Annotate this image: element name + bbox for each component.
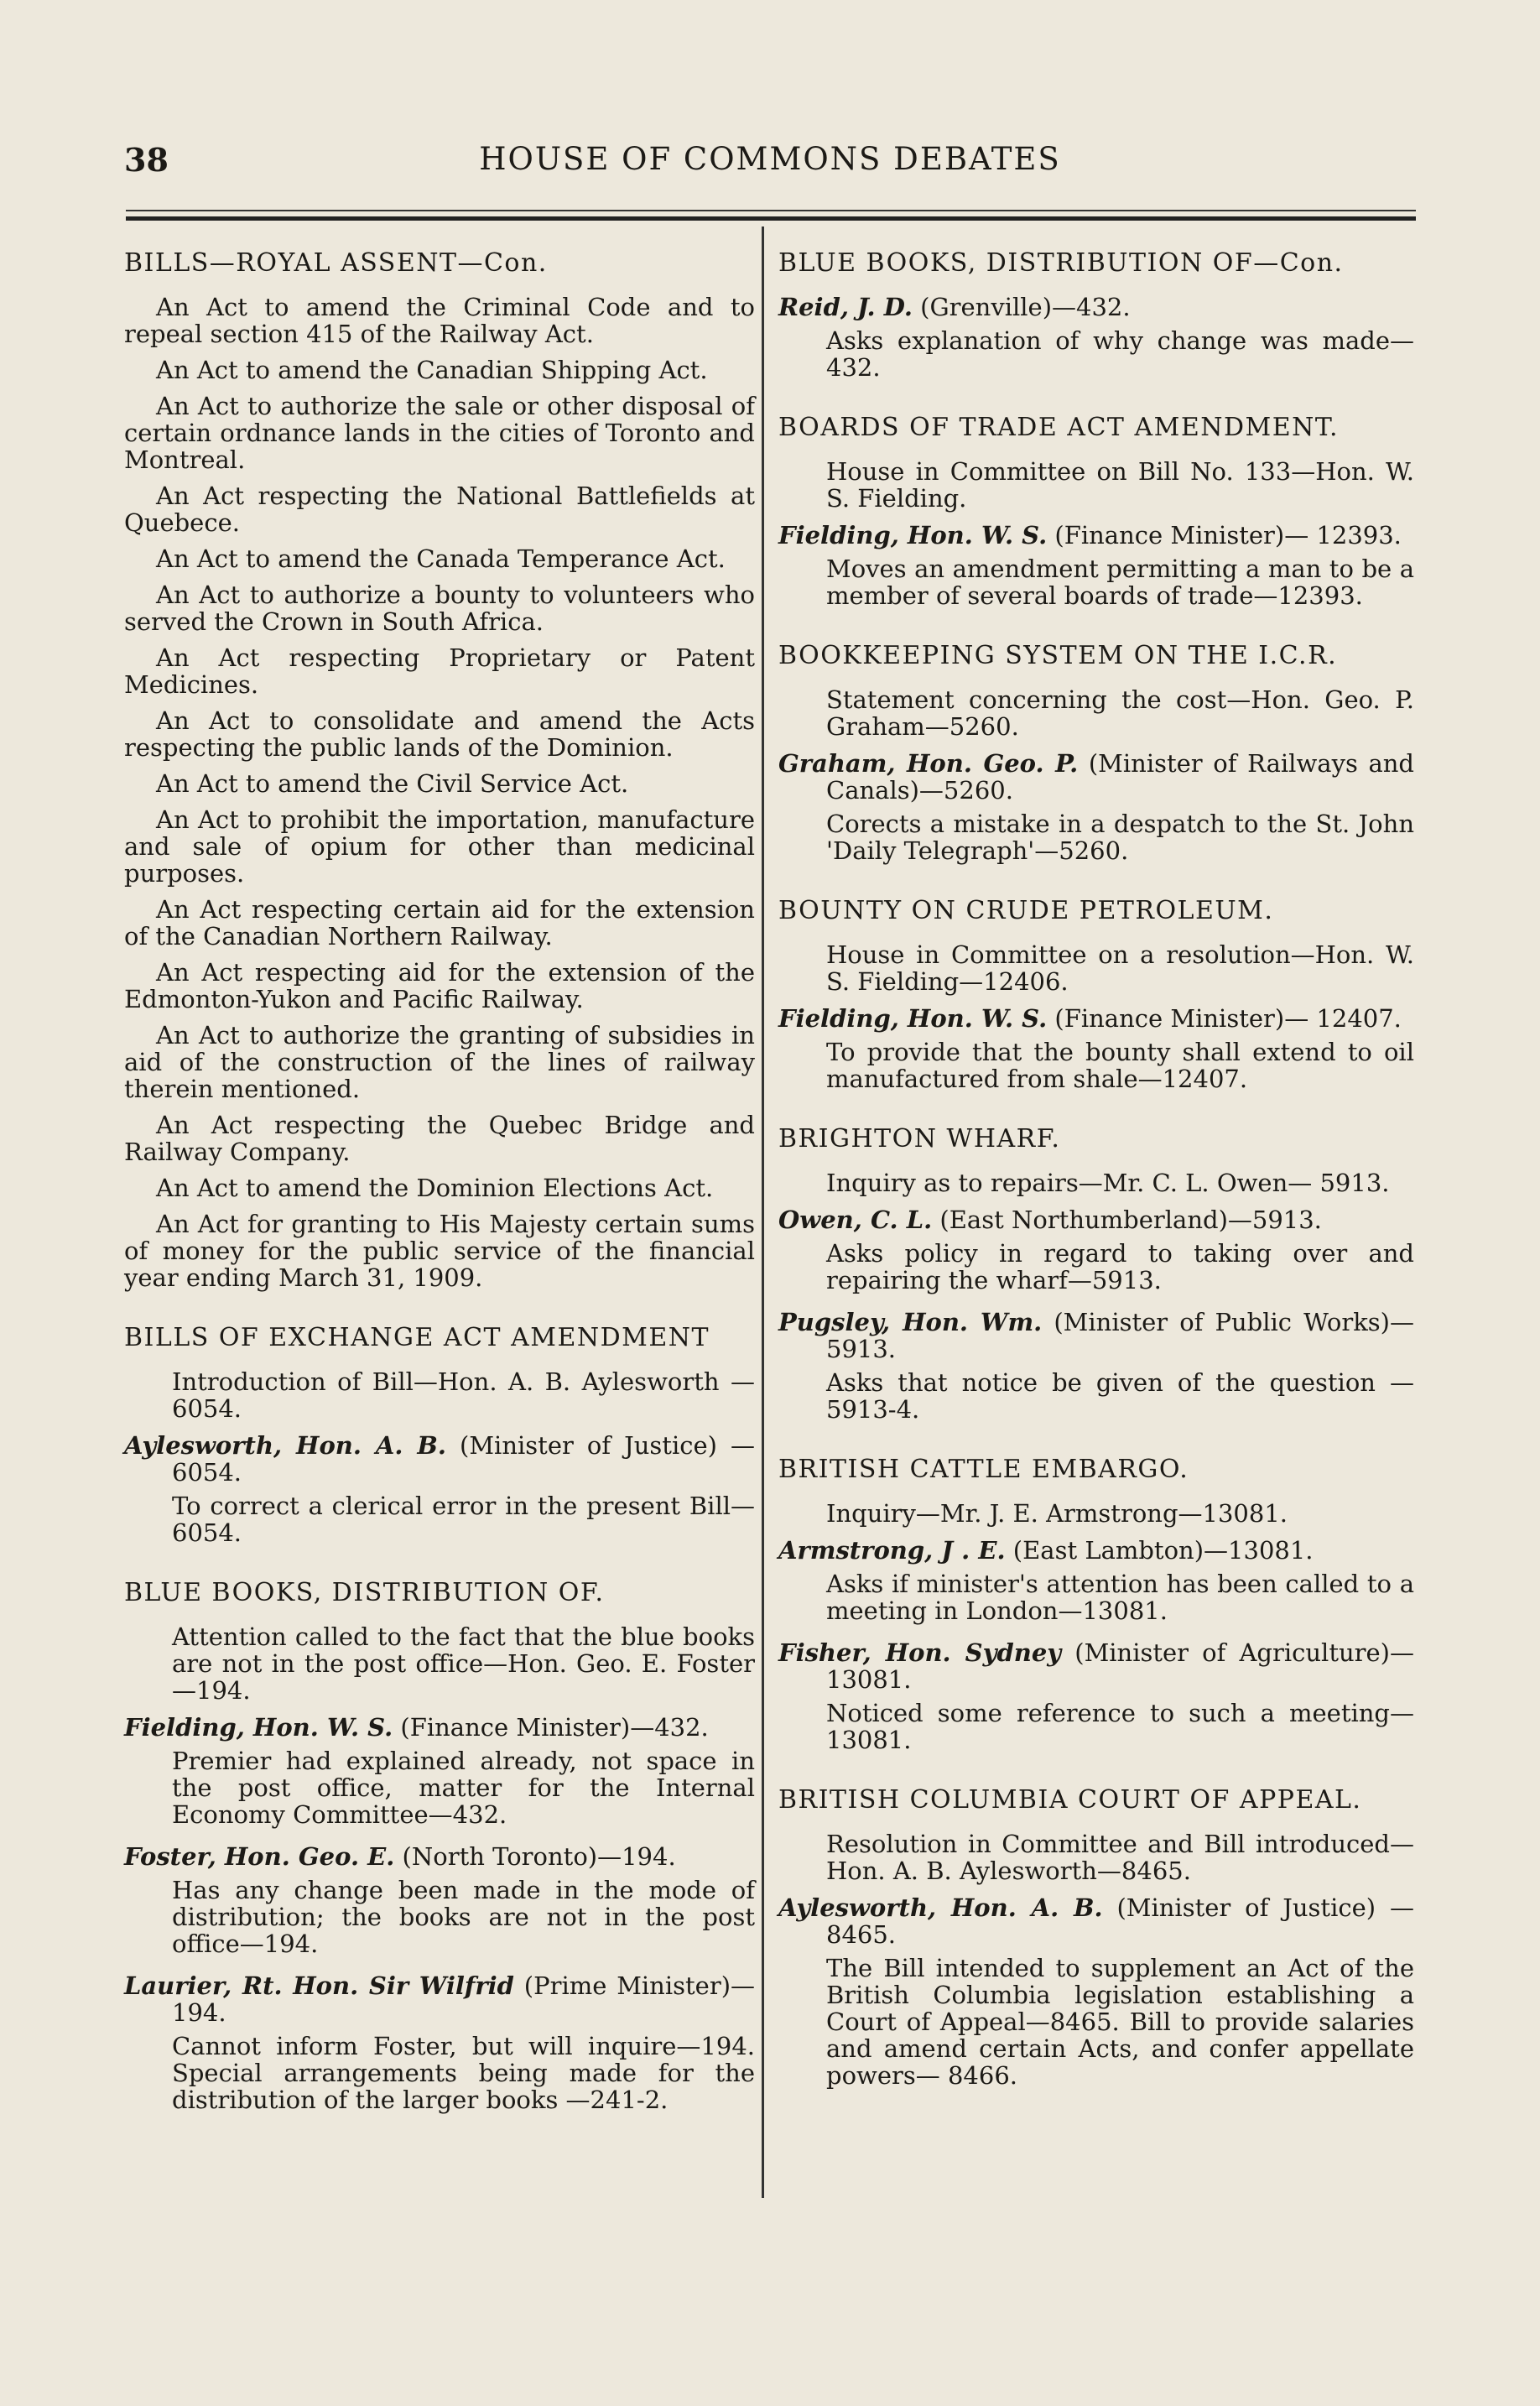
act-entry: An Act respecting the Quebec Bridge and Railway Company.: [124, 1111, 755, 1166]
act-entry: An Act to amend the Dominion Elections Act.: [156, 1174, 714, 1202]
act-entry: An Act to amend the Canada Temperance Act.: [156, 544, 726, 573]
member-name: Graham, Hon. Geo. P.: [778, 749, 1079, 778]
entry-note: Asks explanation of why change was made—432.: [826, 326, 1414, 382]
section-heading: BILLS—ROYAL ASSENT—Con.: [124, 248, 548, 278]
entry-line: [778, 294, 1414, 320]
section-heading: BLUE BOOKS, DISTRIBUTION OF.: [124, 1578, 605, 1607]
left-column: [124, 243, 755, 2128]
entry-list: [778, 1005, 1414, 1092]
section-heading: BRITISH COLUMBIA COURT OF APPEAL.: [778, 1785, 1362, 1815]
member-name: Reid, J. D.: [778, 293, 913, 321]
entry-list: [778, 1894, 1414, 2089]
section-heading: BOOKKEEPING SYSTEM ON THE I.C.R.: [778, 641, 1338, 670]
member-name: Aylesworth, Hon. A. B.: [778, 1893, 1103, 1922]
member-name: Fielding, Hon. W. S.: [778, 1004, 1048, 1033]
entry-line: [778, 1639, 1414, 1693]
act-entry: An Act to authorize the granting of subsidies in aid of the construction of the lines of railway therein mentioned.: [124, 1021, 755, 1103]
act-entry: An Act to authorize the sale or other disposal of certain ordnance lands in the cities of Toronto and Montreal.: [124, 392, 755, 474]
member-role: (Finance Minister)— 12407.: [1047, 1004, 1402, 1033]
entry-note: To correct a clerical error in the present Bill—6054.: [172, 1492, 755, 1547]
entry-list: [124, 1432, 755, 1546]
entry-list: [124, 1714, 755, 2113]
entry-line: [778, 1537, 1414, 1564]
entry-list: [778, 1206, 1414, 1423]
section-heading: BLUE BOOKS, DISTRIBUTION OF—Con.: [778, 248, 1344, 278]
member-entry: [778, 1894, 1414, 2089]
member-entry: [124, 1843, 755, 1957]
entry-note: Asks that notice be given of the question —5913-4.: [826, 1368, 1414, 1424]
act-entry: An Act respecting certain aid for the extension of the Canadian Northern Railway.: [124, 895, 755, 950]
member-role: (Minister of Public Works)—5913.: [826, 1308, 1414, 1363]
entry-list: [778, 750, 1414, 864]
entry-note: To provide that the bounty shall extend to oil manufactured from shale—12407.: [826, 1038, 1414, 1093]
entry-line: [124, 1432, 755, 1486]
entry-line: [124, 1972, 755, 2026]
member-role: (East Northumberland)—5913.: [932, 1206, 1322, 1234]
section-heading: BRIGHTON WHARF.: [778, 1124, 1061, 1154]
entry-note: Noticed some reference to such a meeting—13081.: [826, 1699, 1414, 1754]
section-intro: Introduction of Bill—Hon. A. B. Aylesworth —6054.: [172, 1367, 755, 1423]
header-rule-thick: [126, 216, 1416, 221]
entry-note: Has any change been made in the mode of distribution; the books are not in the post office—194.: [172, 1876, 755, 1958]
entry-note: Asks policy in regard to taking over and repairing the wharf—5913.: [826, 1239, 1414, 1294]
member-name: Laurier, Rt. Hon. Sir Wilfrid: [124, 1971, 514, 2000]
member-entry: [124, 1432, 755, 1546]
section-heading: BOUNTY ON CRUDE PETROLEUM.: [778, 896, 1274, 925]
member-name: Aylesworth, Hon. A. B.: [124, 1431, 447, 1460]
entry-list: [778, 1537, 1414, 1753]
member-name: Owen, C. L.: [778, 1206, 933, 1234]
entry-line: [778, 1894, 1414, 1948]
section-intro: Inquiry as to repairs—Mr. C. L. Owen— 5913.: [826, 1169, 1390, 1197]
member-role: (Finance Minister)—432.: [393, 1713, 709, 1742]
act-entry: An Act for granting to His Majesty certain sums of money for the public service of the financial year ending March 31, 1909.: [124, 1210, 755, 1292]
entry-note: Cannot inform Foster, but will inquire—194. Special arrangements being made for the distribution of the larger books —241-2.: [172, 2032, 755, 2114]
right-column: [778, 243, 1414, 2104]
member-name: Fielding, Hon. W. S.: [778, 521, 1048, 549]
member-entry: [778, 750, 1414, 864]
member-role: (Finance Minister)— 12393.: [1047, 521, 1402, 549]
column-divider: [762, 227, 764, 2198]
member-entry: [778, 522, 1414, 609]
member-role: (Prime Minister)—194.: [172, 1971, 756, 2027]
member-role: (Grenville)—432.: [912, 293, 1131, 321]
entry-note: Moves an amendment permitting a man to be a member of several boards of trade—12393.: [826, 555, 1414, 610]
section-heading: BRITISH CATTLE EMBARGO.: [778, 1455, 1189, 1484]
section-intro: House in Committee on a resolution—Hon. W. S. Fielding—12406.: [826, 940, 1414, 996]
member-name: Fisher, Hon. Sydney: [778, 1638, 1062, 1667]
entry-note: Corects a mistake in a despatch to the St. John 'Daily Telegraph'—5260.: [826, 810, 1414, 865]
act-list: [124, 294, 755, 1291]
entry-note: The Bill intended to supplement an Act of the British Columbia legislation establishing a Court of Appeal—8465. Bill to provide salaries and amend certain Acts, and confer appellate powers— 8466.: [826, 1954, 1414, 2090]
entry-line: [124, 1714, 755, 1741]
act-entry: An Act to prohibit the importation, manufacture and sale of opium for other than medicinal purposes.: [124, 805, 755, 888]
running-head: HOUSE OF COMMONS DEBATES: [479, 141, 1061, 177]
section-intro: Resolution in Committee and Bill introduced—Hon. A. B. Aylesworth—8465.: [826, 1830, 1414, 1885]
entry-note: Premier had explained already, not space in the post office, matter for the Internal Economy Committee—432.: [172, 1747, 755, 1829]
act-entry: An Act respecting aid for the extension of the Edmonton-Yukon and Pacific Railway.: [124, 958, 755, 1013]
section-intro: House in Committee on Bill No. 133—Hon. W. S. Fielding.: [826, 457, 1414, 513]
member-entry: [124, 1714, 755, 1828]
entry-list: [778, 294, 1414, 381]
act-entry: An Act to consolidate and amend the Acts respecting the public lands of the Dominion.: [124, 706, 755, 762]
member-role: (Minister of Justice) —6054.: [172, 1431, 755, 1487]
member-entry: [778, 1005, 1414, 1092]
entry-line: [124, 1843, 755, 1870]
entry-line: [778, 1206, 1414, 1233]
member-entry: [124, 1972, 755, 2113]
entry-line: [778, 1005, 1414, 1032]
entry-note: Asks if minister's attention has been called to a meeting in London—13081.: [826, 1570, 1414, 1625]
section-heading: BOARDS OF TRADE ACT AMENDMENT.: [778, 413, 1340, 442]
member-name: Fielding, Hon. W. S.: [124, 1713, 393, 1742]
member-name: Foster, Hon. Geo. E.: [124, 1842, 395, 1871]
member-entry: [778, 1206, 1414, 1294]
entry-list: [778, 522, 1414, 609]
member-entry: [778, 1309, 1414, 1423]
member-role: (Minister of Justice) —8465.: [826, 1893, 1414, 1949]
member-role: (Minister of Railways and Canals)—5260.: [826, 749, 1414, 805]
act-entry: An Act to authorize a bounty to volunteers who served the Crown in South Africa.: [124, 581, 755, 636]
section-heading: BILLS OF EXCHANGE ACT AMENDMENT: [124, 1323, 710, 1352]
entry-line: [778, 750, 1414, 804]
member-entry: [778, 1639, 1414, 1753]
member-entry: [778, 1537, 1414, 1624]
section-intro: Attention called to the fact that the blue books are not in the post office—Hon. Geo. E. Foster—194.: [172, 1622, 755, 1705]
act-entry: An Act to amend the Canadian Shipping Act.: [156, 356, 708, 384]
act-entry: An Act to amend the Civil Service Act.: [156, 769, 629, 798]
act-entry: An Act respecting the National Battlefields at Quebece.: [124, 482, 755, 537]
section-intro: Inquiry—Mr. J. E. Armstrong—13081.: [826, 1499, 1288, 1528]
entry-line: [778, 522, 1414, 549]
act-entry: An Act to amend the Criminal Code and to repeal section 415 of the Railway Act.: [124, 293, 755, 348]
entry-line: [778, 1309, 1414, 1362]
member-role: (Minister of Agriculture)—13081.: [826, 1638, 1414, 1694]
member-role: (East Lambton)—13081.: [1005, 1536, 1314, 1565]
section-intro: Statement concerning the cost—Hon. Geo. P. Graham—5260.: [826, 685, 1414, 741]
member-role: (North Toronto)—194.: [394, 1842, 676, 1871]
member-name: Armstrong, J . E.: [778, 1536, 1006, 1565]
header-rule-thin: [126, 210, 1416, 211]
member-name: Pugsley, Hon. Wm.: [778, 1308, 1043, 1336]
act-entry: An Act respecting Proprietary or Patent Medicines.: [124, 643, 755, 699]
member-entry: [778, 294, 1414, 381]
page-number: 38: [124, 141, 169, 179]
